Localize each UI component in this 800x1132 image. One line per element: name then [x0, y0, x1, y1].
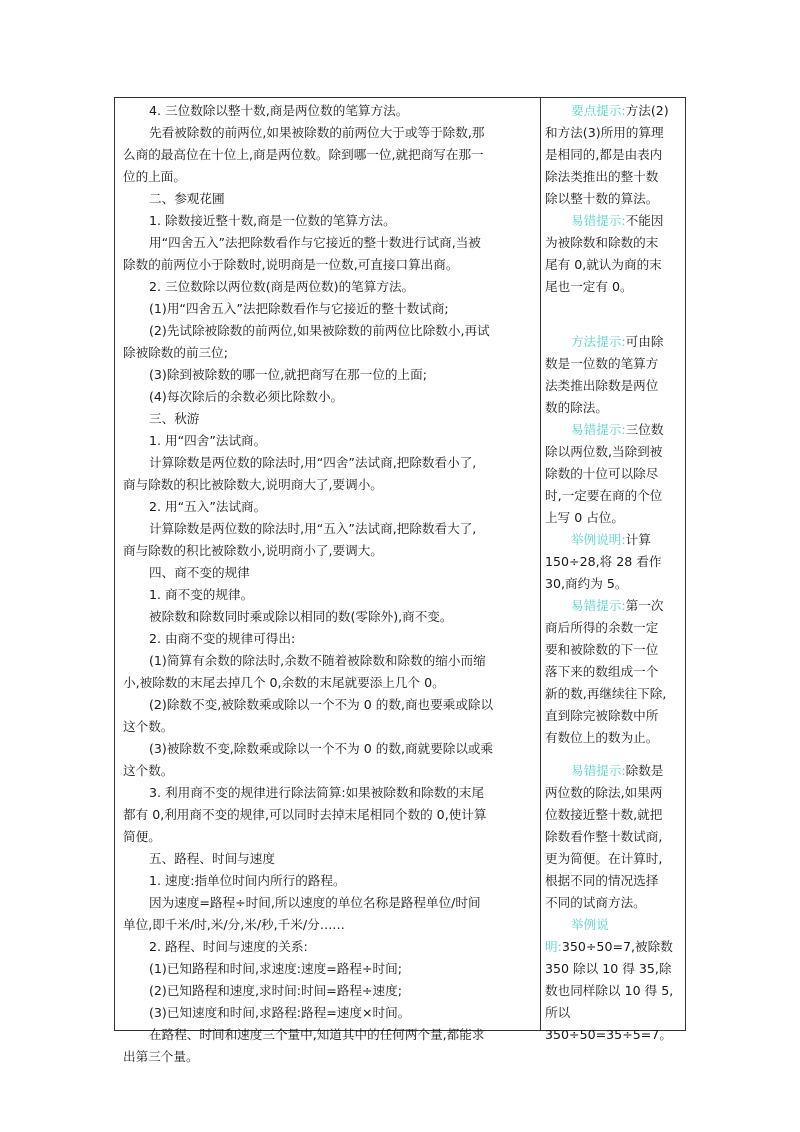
- note-label: 举例说明:: [571, 532, 626, 547]
- text-line: (3)被除数不变,除数乘或除以一个不为 0 的数,商就要除以或乘: [149, 741, 494, 756]
- note-line: 350 除以 10 得 35,除: [545, 961, 672, 976]
- text-line: 3. 利用商不变的规律进行除法简算:如果被除数和除数的末尾: [149, 785, 485, 800]
- note-line: 易错提示:不能因: [571, 213, 664, 228]
- note-line: 不同的试商方法。: [545, 895, 646, 910]
- section-heading: 四、商不变的规律: [149, 565, 250, 580]
- note-line: 易错提示:除数是: [571, 763, 664, 778]
- text-line: (3)已知速度和时间,求路程:路程=速度×时间。: [149, 1005, 411, 1020]
- note-label: 易错提示:: [571, 763, 626, 778]
- note-line: 两位数的除法,如果两: [545, 785, 663, 800]
- note-line: 除数的十位可以除尽: [545, 466, 659, 481]
- content-table: [114, 97, 686, 1064]
- text-line: 小,被除数的末尾去掉几个 0,余数的末尾就要添上几个 0。: [123, 675, 445, 690]
- note-line: 上写 0 占位。: [545, 510, 624, 525]
- text-line: 这个数。: [123, 719, 174, 734]
- note-line: 尾有 0,就认为商的末: [545, 257, 662, 272]
- note-line: 为被除数和除数的末: [545, 235, 659, 250]
- note-label: 要点提示:: [571, 103, 626, 118]
- text-line: 1. 用“四舍”法试商。: [149, 433, 267, 448]
- text-line: 用“四舍五入”法把除数看作与它接近的整十数进行试商,当被: [149, 235, 481, 250]
- text-line: 商与除数的积比被除数大,说明商大了,要调小。: [123, 477, 383, 492]
- text-line: 出第三个量。: [123, 1049, 199, 1064]
- text-line: 2. 三位数除以两位数(商是两位数)的笔算方法。: [149, 279, 415, 294]
- note-line: 350÷50=35÷5=7。: [545, 1027, 672, 1042]
- note-line: 商后所得的余数一定: [545, 620, 659, 635]
- text-line: 1. 商不变的规律。: [149, 587, 254, 602]
- text-line: 2. 用“五入”法试商。: [149, 499, 267, 514]
- note-line: 方法提示:可由除: [571, 334, 664, 349]
- text-line: (3)除到被除数的哪一位,就把商写在那一位的上面;: [149, 367, 427, 382]
- text-line: 单位,即千米/时,米/分,米/秒,千米/分……: [123, 917, 345, 932]
- note-line: 要点提示:方法(2): [571, 103, 669, 118]
- note-line: 除法类推出的整十数: [545, 169, 659, 184]
- text-line: 这个数。: [123, 763, 174, 778]
- note-line: 根据不同的情况选择: [545, 873, 659, 888]
- note-line: 易错提示:三位数: [571, 422, 664, 437]
- text-line: 在路程、时间和速度三个量中,知道其中的任何两个量,都能求: [149, 1027, 485, 1042]
- note-line: 要和被除数的下一位: [545, 642, 659, 657]
- note-label: 方法提示:: [571, 334, 626, 349]
- note-line: 明:350÷50=7,被除数: [545, 939, 673, 954]
- text-line: 1. 除数接近整十数,商是一位数的笔算方法。: [149, 213, 396, 228]
- text-line: 除数的前两位小于除数时,说明商是一位数,可直接口算出商。: [123, 257, 459, 272]
- note-line: 数的除法。: [545, 400, 608, 415]
- note-line: [571, 914, 609, 936]
- text-line: 商与除数的积比被除数小,说明商小了,要调大。: [123, 543, 383, 558]
- section-heading: 三、秋游: [149, 411, 200, 426]
- note-line: 尾也一定有 0。: [545, 279, 633, 294]
- note-line: 30,商约为 5。: [545, 576, 628, 591]
- note-line: 新的数,再继续往下除,: [545, 686, 667, 701]
- note-line: 时,一定要在商的个位: [545, 488, 663, 503]
- text-line: (1)已知路程和时间,求速度:速度=路程÷时间;: [149, 961, 402, 976]
- text-line: 么商的最高位在十位上,商是两位数。除到哪一位,就把商写在那一: [123, 147, 484, 162]
- main-column: [115, 98, 540, 1064]
- text-line: (2)先试除被除数的前两位,如果被除数的前两位比除数小,再试: [149, 323, 490, 338]
- text-line: 因为速度=路程÷时间,所以速度的单位名称是路程单位/时间: [149, 895, 481, 910]
- text-line: (2)除数不变,被除数乘或除以一个不为 0 的数,商也要乘或除以: [149, 697, 494, 712]
- text-line: 1. 速度:指单位时间内所行的路程。: [149, 873, 346, 888]
- section-heading: 五、路程、时间与速度: [149, 851, 275, 866]
- note-line: 更为简便。在计算时,: [545, 851, 663, 866]
- text-line: 位的上面。: [123, 169, 186, 184]
- note-line: 落下来的数组成一个: [545, 664, 659, 679]
- note-line: 150÷28,将 28 看作: [545, 554, 662, 569]
- text-line: 4. 三位数除以整十数,商是两位数的笔算方法。: [149, 103, 409, 118]
- text-line: 先看被除数的前两位,如果被除数的前两位大于或等于除数,那: [149, 125, 485, 140]
- section-heading: 二、参观花圃: [149, 191, 225, 206]
- text-line: (4)每次除后的余数必须比除数小。: [149, 389, 344, 404]
- note-line: 除以两位数,当除到被: [545, 444, 663, 459]
- text-line: 计算除数是两位数的除法时,用“五入”法试商,把除数看大了,: [149, 521, 477, 536]
- text-line: 除被除数的前三位;: [123, 345, 228, 360]
- note-line: 和方法(3)所用的算理: [545, 125, 664, 140]
- note-line: 除以整十数的算法。: [545, 191, 659, 206]
- text-line: 被除数和除数同时乘或除以相同的数(零除外),商不变。: [149, 609, 453, 624]
- note-label: 举例说: [571, 917, 609, 932]
- note-line: 法类推出除数是两位: [545, 378, 659, 393]
- text-line: 都有 0,利用商不变的规律,可以同时去掉末尾相同个数的 0,使计算: [123, 807, 487, 822]
- note-line: 所以: [545, 1005, 571, 1020]
- text-line: 计算除数是两位数的除法时,用“四舍”法试商,把除数看小了,: [149, 455, 477, 470]
- note-line: 数是一位数的笔算方: [545, 356, 659, 371]
- side-notes-column: [541, 98, 687, 1042]
- note-line: 直到除完被除数中所: [545, 708, 659, 723]
- text-line: (1)用“四舍五入”法把除数看作与它接近的整十数试商;: [149, 301, 449, 316]
- note-line: 位数接近整十数,就把: [545, 807, 663, 822]
- note-label: 明:: [545, 939, 562, 954]
- note-label: 易错提示:: [571, 213, 626, 228]
- note-line: 举例说明:计算: [571, 532, 651, 547]
- note-line: 易错提示:第一次: [571, 598, 664, 613]
- note-label: 易错提示:: [571, 598, 626, 613]
- text-line: (2)已知路程和速度,求时间:时间=路程÷速度;: [149, 983, 402, 998]
- text-line: 2. 由商不变的规律可得出:: [149, 631, 296, 646]
- note-label: 易错提示:: [571, 422, 626, 437]
- note-line: 是相同的,都是由表内: [545, 147, 663, 162]
- text-line: 简便。: [123, 829, 161, 844]
- note-line: 数也同样除以 10 得 5,: [545, 983, 674, 998]
- text-line: (1)简算有余数的除法时,余数不随着被除数和除数的缩小而缩: [149, 653, 486, 668]
- text-line: 2. 路程、时间与速度的关系:: [149, 939, 308, 954]
- note-line: 有数位上的数为止。: [545, 730, 659, 745]
- note-line: 除数看作整十数试商,: [545, 829, 663, 844]
